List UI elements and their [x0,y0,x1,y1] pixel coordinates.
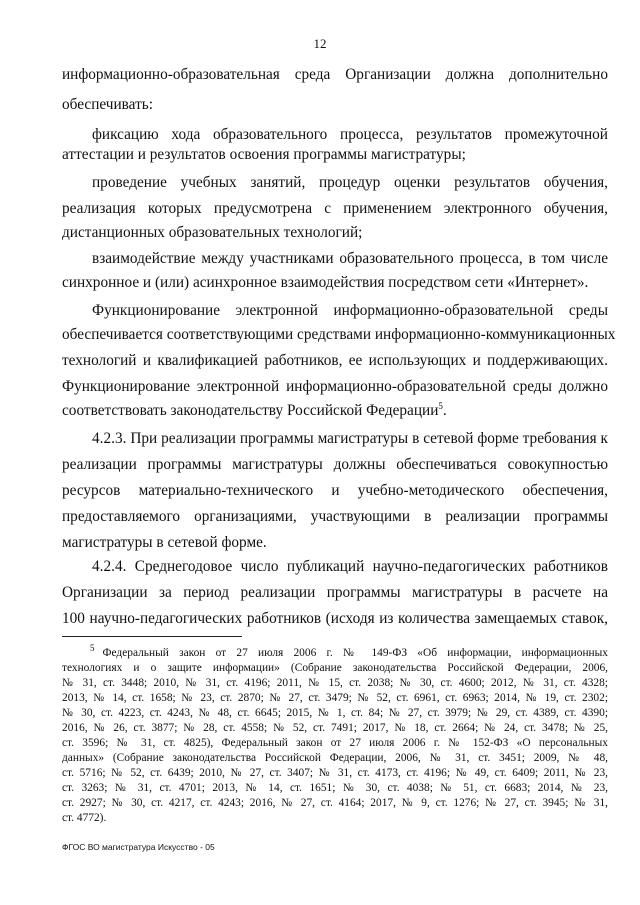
body-line: аттестации и результатов освоения программы магистратуры; [62,146,466,163]
footnote-line: ст. 3596; № 31, ст. 4825), Федеральный закон от 27 июля 2006 г. № 152-ФЗ «О персональных [62,737,608,749]
body-line: 4.2.4. Среднегодовое число публикаций научно-педагогических работников [92,558,608,575]
footnote-line-text: Федеральный закон от 27 июля 2006 г. № 149-ФЗ «Об информации, информационных [102,647,608,659]
footnote-marker: 5 [90,643,95,654]
body-line: дистанционных образовательных технологий; [62,224,363,241]
body-line-text: соответствовать законодательству Российской Федерации [62,402,439,419]
footnote-line: ст. 2927; № 30, ст. 4217, ст. 4243; 2016, № 27, ст. 4164; 2017, № 9, ст. 1276; № 27, ст. 3945; № 31, [62,797,608,809]
body-line: информационно-образовательная среда Организации должна дополнительно [62,66,608,83]
footnote-line [90,643,608,660]
body-line: синхронное и (или) асинхронное взаимодействия посредством сети «Интернет». [62,274,589,291]
body-line-with-footnote-ref [62,402,608,420]
body-line: 100 научно-педагогических работников (исходя из количества замещаемых ставок, [62,610,608,627]
sentence-end: . [442,402,447,419]
body-line: обеспечивать: [62,96,153,113]
footnote-line: 2016, № 26, ст. 3877; № 28, ст. 4558; № 52, ст. 7491; 2017, № 18, ст. 2664; № 24, ст. 3478; № 25, [62,722,608,734]
body-line: Функционирование электронной информационно-образовательной среды [92,302,608,319]
body-line: технологий и квалификацией работников, ее использующих и поддерживающих. [62,352,608,369]
body-line: магистратуры в сетевой форме. [62,534,267,551]
body-line: реализации программы магистратуры должны обеспечиваться совокупностью [62,456,608,473]
footnote-line: № 30, ст. 4223, ст. 4243, № 48, ст. 6645; 2015, № 1, ст. 84; № 27, ст. 3979; № 29, ст. 4389, ст. 4390; [62,707,608,719]
body-line: предоставляемого организациями, участвующими в реализации программы [62,508,608,525]
page-number: 12 [313,36,327,51]
body-line: взаимодействие между участниками образовательного процесса, в том числе [92,250,608,267]
page-footer: ФГОС ВО магистратура Искусство - 05 [62,842,215,852]
body-line: Функционирование электронной информационно-образовательной среды должно [62,378,608,395]
body-line: фиксацию хода образовательного процесса, результатов промежуточной [92,126,608,143]
footnote-line: ст. 3263; № 31, ст. 4701; 2013, № 14, ст. 1651; № 30, ст. 4038; № 51, ст. 6683; 2014, № 23, [62,782,608,794]
footnote-line: № 31, ст. 3448; 2010, № 31, ст. 4196; 2011, № 15, ст. 2038; № 30, ст. 4600; 2012, № 31, ст. 4328; [62,677,608,689]
footnote-line: 2013, № 14, ст. 1658; № 23, ст. 2870; № 27, ст. 3479; № 52, ст. 6961, ст. 6963; 2014, № 19, ст. 2302; [62,692,608,704]
body-line: проведение учебных занятий, процедур оценки результатов обучения, [92,174,608,191]
footnote-line: ст. 4772). [62,812,107,824]
body-line: обеспечивается соответствующими средствами информационно-коммуникационных [62,326,616,343]
footnote-line: ст. 5716; № 52, ст. 6439; 2010, № 27, ст. 3407; № 31, ст. 4173, ст. 4196; № 49, ст. 6409; 2011, № 23, [62,767,608,779]
footnote-separator [62,636,242,637]
body-line: Организации за период реализации программы магистратуры в расчете на [62,584,608,601]
footnote-line: данных» (Собрание законодательства Российской Федерации, 2006, № 31, ст. 3451; 2009, № 48, [62,752,608,764]
body-line: реализация которых предусмотрена с применением электронного обучения, [62,200,608,217]
body-line: ресурсов материально-технического и учебно-методического обеспечения, [62,482,608,499]
body-line: 4.2.3. При реализации программы магистратуры в сетевой форме требования к [92,430,608,447]
footnote-line: технологиях и о защите информации» (Собрание законодательства Российской Федерации, 2006, [62,662,608,674]
footnote-reference[interactable]: 5 [438,400,443,411]
